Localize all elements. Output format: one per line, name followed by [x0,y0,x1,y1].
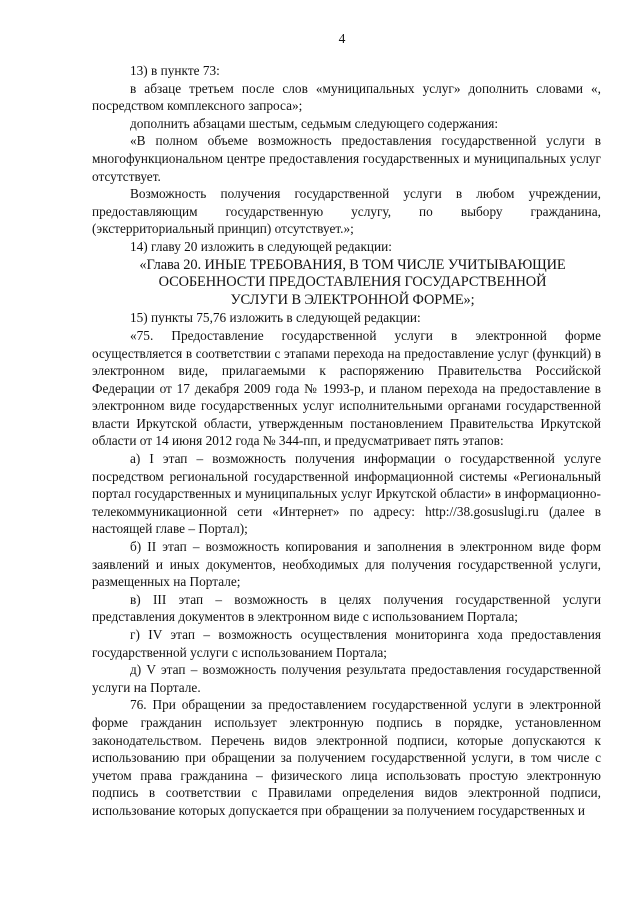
document-body [92,62,601,820]
paragraph-stage-2: б) II этап – возможность копирования и заполнения в электронном виде форм заявлений и иных документов, необходимых для получения государственной услуги, размещенных на Портале; [92,539,601,590]
chapter-heading-line-2: ОСОБЕННОСТИ ПРЕДОСТАВЛЕНИЯ ГОСУДАРСТВЕННОЙ [158,274,547,291]
paragraph-stage-3: в) III этап – возможность в целях получения государственной услуги представления документов в электронном виде с использованием Портала; [92,591,601,625]
paragraph-point-75: «75. Предоставление государственной услуги в электронной форме осуществляется в соответствии с этапами перехода на предоставление услуг (функций) в электронном виде, прилагаемыми к распоряжению Правительства Российской Федерации от 17 декабря 2009 года № 1993-р, и планом перехода на предоставление в электронном виде государственных услуг исполнительными органами государственной власти Иркутской области, утвержденным постановлением Правительства Иркутской области от 14 июня 2012 года № 344-пп, и предусматривает пять этапов: [92,327,601,449]
paragraph-stage-5: д) V этап – возможность получения результата предоставления государственной услуги на Портале. [92,662,601,695]
paragraph-mfc-availability: «В полном объеме возможность предоставления государственной услуги в многофункциональном центре предоставления государственных и муниципальных услуг отсутствует. [92,133,601,184]
chapter-heading-line-3: УСЛУГИ В ЭЛЕКТРОННОЙ ФОРМЕ»; [230,291,475,308]
paragraph-point-76: 76. При обращении за предоставлением государственной услуги в электронной форме гражданин использует электронную подпись в порядке, установленном законодательством. Перечень видов электронной подписи, которые допускаются к использованию при обращении за получением государственной услуги, в том числе с учетом права гражданина – физического лица использовать простую электронную подпись в соответствии с Правилами определения видов электронной подписи, использование которых допускается при обращении за получением государственных и [92,697,601,818]
paragraph-stage-1: а) I этап – возможность получения информации о государственной услуге посредством региональной государственной информационной системы «Региональный портал государственных и муниципальных услуг Иркутской области» в информационно-телекоммуникационной сети «Интернет» по адресу: http://38.gosuslugi.ru (далее в настоящей главе – Портал); [92,451,601,537]
paragraph-stage-4: г) IV этап – возможность осуществления мониторинга хода предоставления государственной услуги с использованием Портала; [92,627,601,660]
paragraph-extraterritorial: Возможность получения государственной услуги в любом учреждении, предоставляющим государственную услугу, по выбору гражданина, (экстерриториальный принцип) отсутствует.»; [92,186,601,237]
paragraph-item-14: 14) главу 20 изложить в следующей редакции: [130,238,392,254]
chapter-heading [92,257,601,310]
paragraph-item-15: 15) пункты 75,76 изложить в следующей редакции: [130,310,421,326]
paragraph-amendment-third-abzac: в абзаце третьем после слов «муниципальных услуг» дополнить словами «, посредством комплексного запроса»; [92,80,601,114]
paragraph-add-abzacs: дополнить абзацами шестым, седьмым следующего содержания: [130,115,499,131]
chapter-heading-line-1: «Глава 20. ИНЫЕ ТРЕБОВАНИЯ, В ТОМ ЧИСЛЕ УЧИТЫВАЮЩИЕ [139,256,566,273]
paragraph-item-13: 13) в пункте 73: [130,63,220,78]
page-number: 4 [338,31,346,46]
